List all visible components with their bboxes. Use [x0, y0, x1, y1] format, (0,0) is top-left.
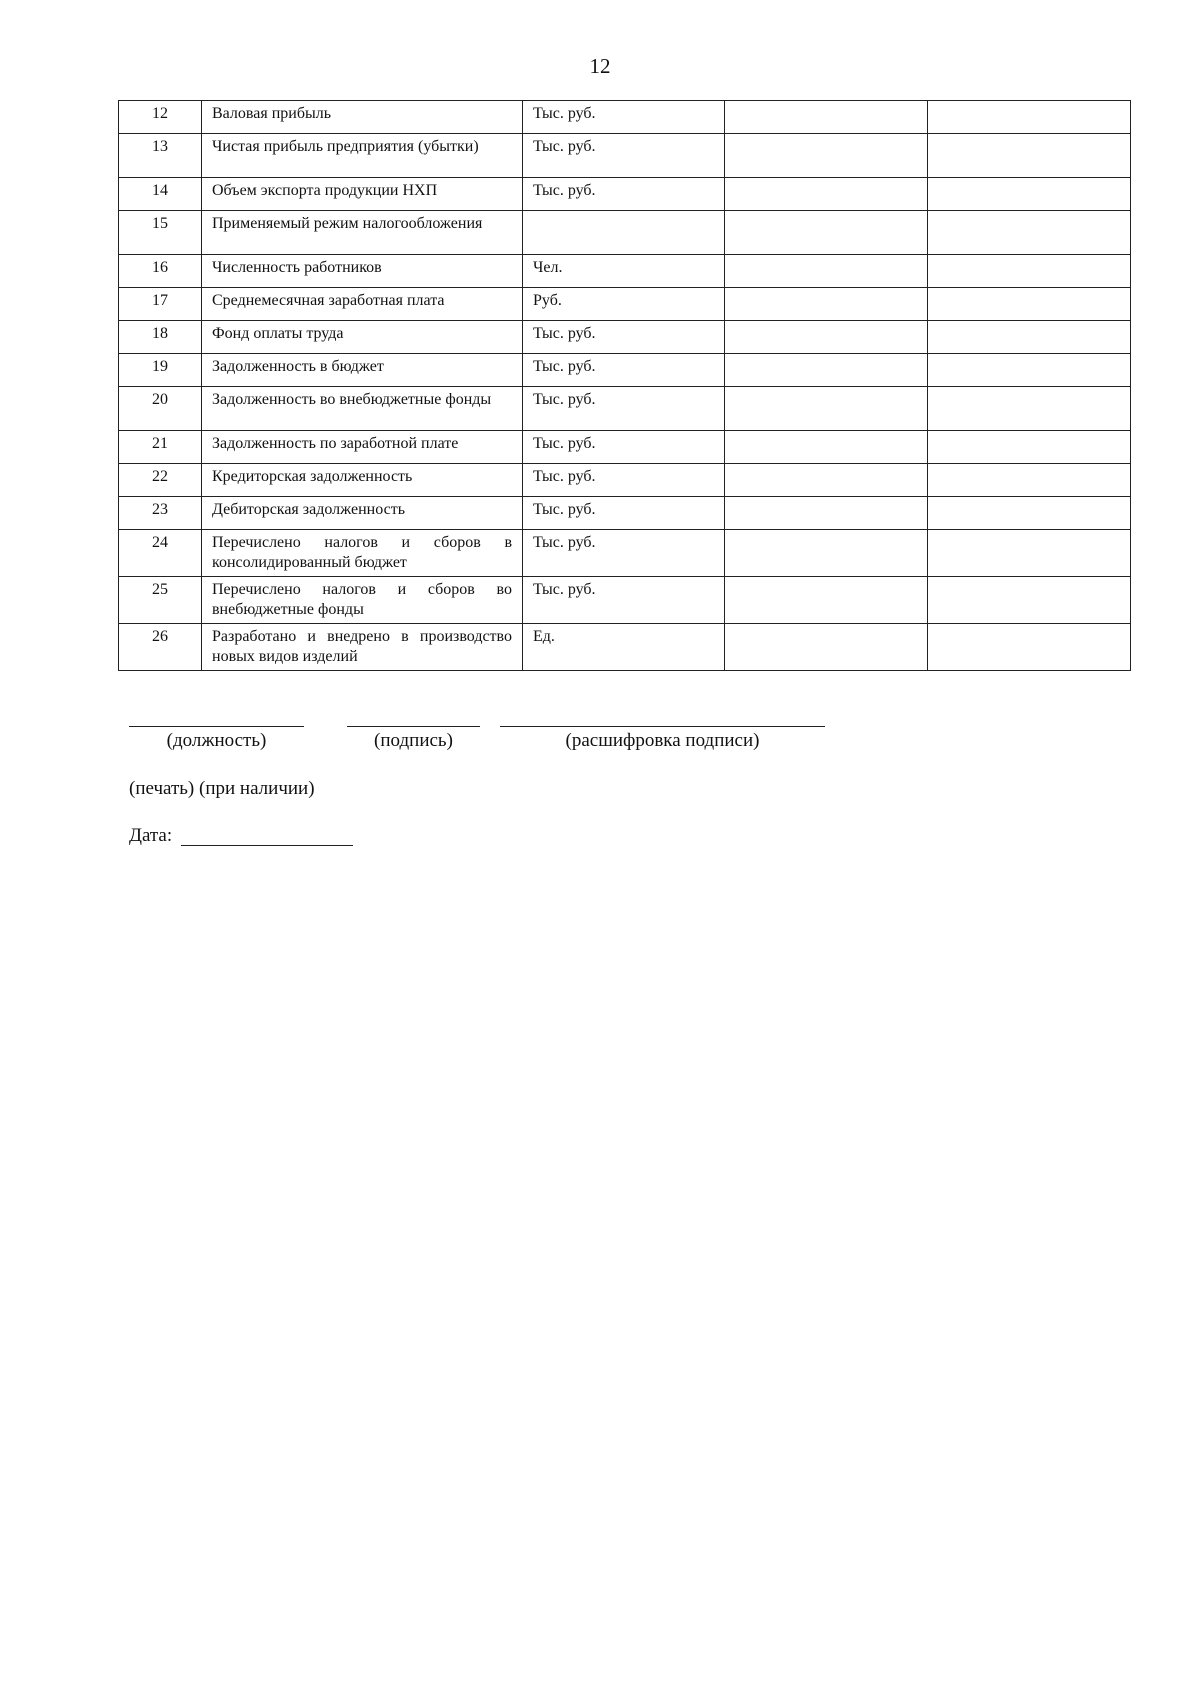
row-number: 24 [119, 530, 202, 577]
table-row [119, 354, 1131, 387]
value-cell [928, 577, 1131, 624]
row-number: 14 [119, 178, 202, 211]
table-row [119, 387, 1131, 431]
table-row [119, 211, 1131, 255]
table-row [119, 464, 1131, 497]
indicator-name: Дебиторская задолженность [202, 497, 523, 530]
unit-cell: Тыс. руб. [523, 387, 725, 431]
indicator-name: Задолженность во внебюджетные фонды [202, 387, 523, 431]
row-number: 21 [119, 431, 202, 464]
value-cell [928, 624, 1131, 671]
value-cell [725, 255, 928, 288]
table-row [119, 101, 1131, 134]
indicator-name: Кредиторская задолженность [202, 464, 523, 497]
indicator-name: Задолженность по заработной плате [202, 431, 523, 464]
indicator-name: Задолженность в бюджет [202, 354, 523, 387]
value-cell [928, 101, 1131, 134]
value-cell [928, 431, 1131, 464]
value-cell [928, 134, 1131, 178]
value-cell [928, 530, 1131, 577]
indicator-name: Перечислено налогов и сборов в консолидированный бюджет [202, 530, 523, 577]
unit-cell: Чел. [523, 255, 725, 288]
unit-cell: Руб. [523, 288, 725, 321]
unit-cell [523, 211, 725, 255]
table-row [119, 178, 1131, 211]
stamp-label: (печать) (при наличии) [129, 778, 315, 799]
page-number: 12 [589, 54, 611, 78]
unit-cell: Тыс. руб. [523, 577, 725, 624]
transcript-line [500, 726, 825, 727]
table-row [119, 624, 1131, 671]
value-cell [928, 387, 1131, 431]
value-cell [928, 497, 1131, 530]
value-cell [725, 431, 928, 464]
date-line [181, 845, 353, 846]
indicator-name: Чистая прибыль предприятия (убытки) [202, 134, 523, 178]
table-row [119, 288, 1131, 321]
value-cell [928, 211, 1131, 255]
row-number: 26 [119, 624, 202, 671]
row-number: 19 [119, 354, 202, 387]
unit-cell: Тыс. руб. [523, 464, 725, 497]
indicator-name: Среднемесячная заработная плата [202, 288, 523, 321]
value-cell [725, 577, 928, 624]
indicator-name: Численность работников [202, 255, 523, 288]
value-cell [725, 464, 928, 497]
indicator-name: Объем экспорта продукции НХП [202, 178, 523, 211]
table-row [119, 577, 1131, 624]
indicator-name: Применяемый режим налогообложения [202, 211, 523, 255]
position-label: (должность) [166, 730, 267, 751]
indicator-name: Валовая прибыль [202, 101, 523, 134]
unit-cell: Ед. [523, 624, 725, 671]
value-cell [928, 288, 1131, 321]
table-row [119, 321, 1131, 354]
value-cell [725, 134, 928, 178]
value-cell [928, 464, 1131, 497]
row-number: 23 [119, 497, 202, 530]
signature-label: (подпись) [374, 730, 453, 751]
unit-cell: Тыс. руб. [523, 178, 725, 211]
row-number: 17 [119, 288, 202, 321]
unit-cell: Тыс. руб. [523, 354, 725, 387]
table-row [119, 255, 1131, 288]
indicator-name: Разработано и внедрено в производство новых видов изделий [202, 624, 523, 671]
position-line [129, 726, 304, 727]
value-cell [725, 101, 928, 134]
value-cell [725, 178, 928, 211]
value-cell [725, 354, 928, 387]
row-number: 22 [119, 464, 202, 497]
value-cell [928, 321, 1131, 354]
indicator-name: Фонд оплаты труда [202, 321, 523, 354]
row-number: 13 [119, 134, 202, 178]
row-number: 20 [119, 387, 202, 431]
signature-line [347, 726, 480, 727]
unit-cell: Тыс. руб. [523, 497, 725, 530]
row-number: 15 [119, 211, 202, 255]
value-cell [725, 387, 928, 431]
value-cell [928, 354, 1131, 387]
unit-cell: Тыс. руб. [523, 431, 725, 464]
row-number: 25 [119, 577, 202, 624]
unit-cell: Тыс. руб. [523, 134, 725, 178]
row-number: 16 [119, 255, 202, 288]
value-cell [725, 288, 928, 321]
value-cell [725, 211, 928, 255]
value-cell [928, 255, 1131, 288]
unit-cell: Тыс. руб. [523, 321, 725, 354]
value-cell [928, 178, 1131, 211]
value-cell [725, 497, 928, 530]
unit-cell: Тыс. руб. [523, 101, 725, 134]
table-row [119, 134, 1131, 178]
row-number: 12 [119, 101, 202, 134]
table-row [119, 530, 1131, 577]
table-row [119, 497, 1131, 530]
date-label: Дата: [129, 825, 173, 846]
row-number: 18 [119, 321, 202, 354]
indicator-name: Перечислено налогов и сборов во внебюджетные фонды [202, 577, 523, 624]
transcript-label: (расшифровка подписи) [565, 730, 760, 751]
indicators-table [118, 100, 1131, 671]
value-cell [725, 321, 928, 354]
unit-cell: Тыс. руб. [523, 530, 725, 577]
value-cell [725, 530, 928, 577]
table-row [119, 431, 1131, 464]
value-cell [725, 624, 928, 671]
